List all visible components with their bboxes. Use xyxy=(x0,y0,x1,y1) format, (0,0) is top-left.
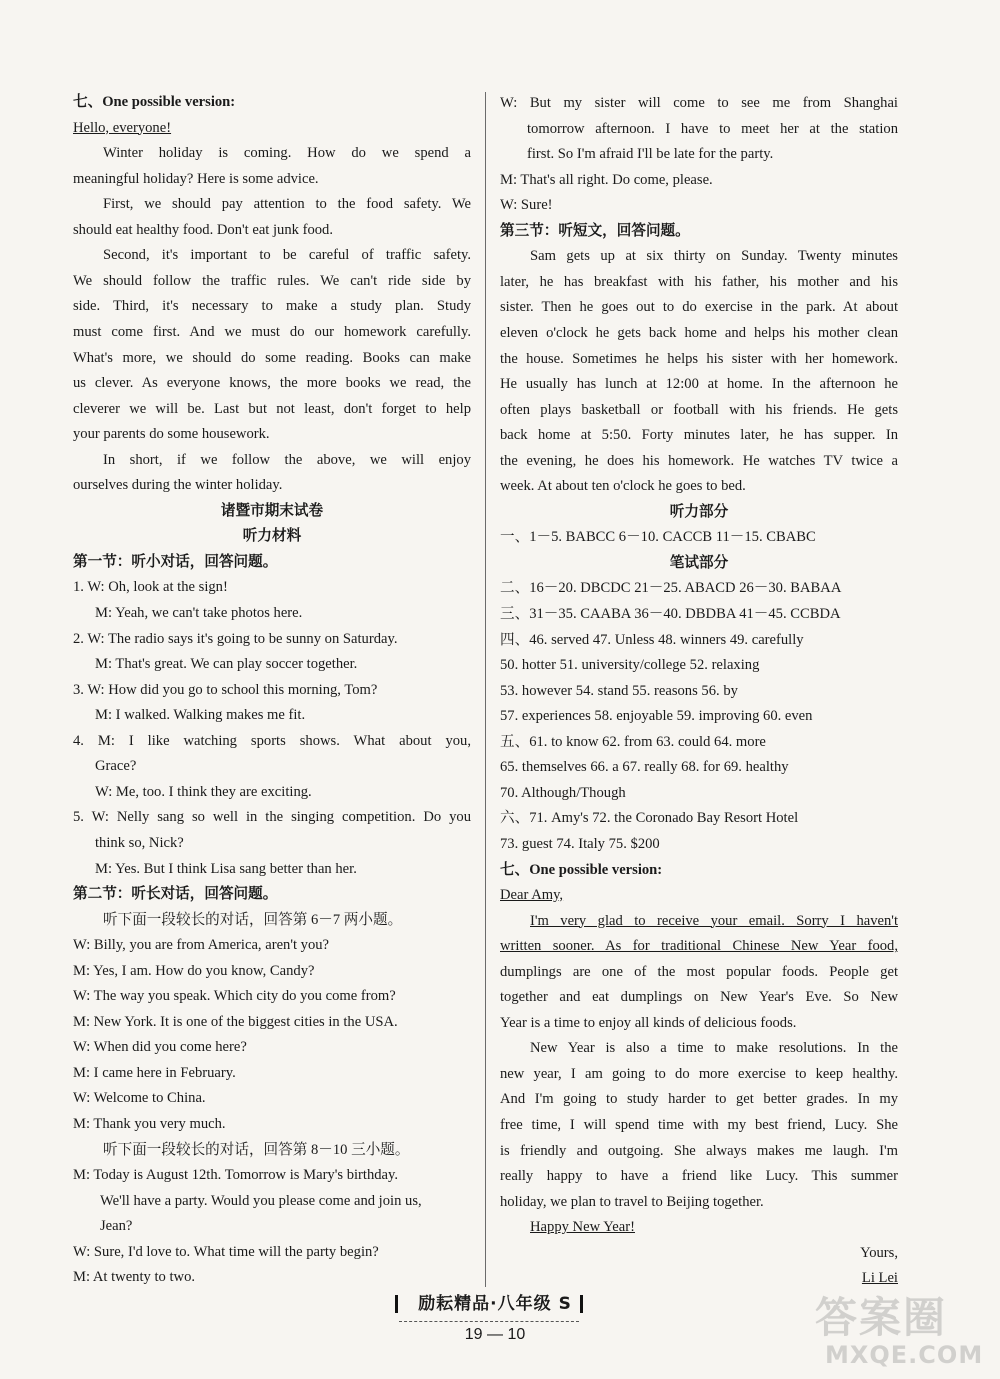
left-text-line: cleverer we will be. Last but not least, don't forget to help xyxy=(73,400,471,417)
right-text-line: 听力部分 xyxy=(669,503,729,520)
left-text-line: M: Today is August 12th. Tomorrow is Mary's birthday. xyxy=(73,1167,399,1184)
left-text-line: 3. W: How did you go to school this morning, Tom? xyxy=(73,681,378,698)
right-text-line: 73. guest 74. Italy 75. $200 xyxy=(500,835,660,852)
watermark xyxy=(815,1285,995,1375)
right-text-line: 65. themselves 66. a 67. really 68. for 69. healthy xyxy=(500,759,789,776)
left-text-line: M: I walked. Walking makes me fit. xyxy=(95,707,306,724)
right-text-line: 三、31－35. CAABA 36－40. DBDBA 41－45. CCBDA xyxy=(500,606,841,622)
left-text-line: W: The way you speak. Which city do you come from? xyxy=(73,988,396,1005)
right-text-line: New Year is also a time to make resolutions. In the xyxy=(530,1040,898,1057)
right-text-line: 笔试部分 xyxy=(669,554,729,571)
right-text-line: Sam gets up at six thirty on Sunday. Twenty minutes xyxy=(530,248,898,265)
right-text-line: often plays basketball or football with his friends. He gets xyxy=(500,401,898,418)
right-text-line: later, he has breakfast with his father, his mother and his xyxy=(500,273,898,290)
right-text-line: the house. Sometimes he helps his sister with her homework. xyxy=(500,350,898,367)
left-text-line: M: I came here in February. xyxy=(73,1064,236,1081)
left-text-line: We should follow the traffic rules. We can't ride side by xyxy=(73,272,471,289)
right-text-line: week. At about ten o'clock he goes to bed. xyxy=(500,478,746,495)
page-footer xyxy=(395,1293,595,1351)
left-text-line: 七、One possible version: xyxy=(73,94,236,110)
right-text-line: W: Sure! xyxy=(500,197,553,214)
left-text-line: W: Me, too. I think they are exciting. xyxy=(95,783,312,800)
left-text-line: Hello, everyone! xyxy=(73,119,172,136)
right-text-line: the evening, he does his homework. He watches TV twice a xyxy=(500,452,898,469)
right-text-line: together and eat dumplings on New Year's Eve. So New xyxy=(500,989,898,1006)
left-text-line: Grace? xyxy=(95,758,137,775)
left-text-line: W: When did you come here? xyxy=(73,1039,247,1056)
right-text-line: He usually has lunch at 12:00 at home. In the afternoon he xyxy=(500,376,898,393)
right-text-line: W: But my sister will come to see me from Shanghai xyxy=(500,95,898,111)
left-text-line: We'll have a party. Would you please come and join us, xyxy=(100,1192,422,1209)
right-text-line: free time, I will spend time with my best friend, Lucy. She xyxy=(500,1117,898,1133)
left-text-line: 听下面一段较长的对话，回答第 6－7 两小题。 xyxy=(103,911,403,928)
left-text-line: 第二节：听长对话，回答问题。 xyxy=(73,886,278,903)
right-text-line: 70. Although/Though xyxy=(500,784,626,801)
right-text-line: new year, I am going to do more exercise to keep healthy. xyxy=(500,1065,898,1082)
right-text-line: And I'm going to study harder to get better grades. In my xyxy=(500,1091,898,1108)
right-text-line: really happy to have a friend like Lucy. This summer xyxy=(500,1168,898,1185)
left-text-line: 1. W: Oh, look at the sign! xyxy=(73,579,228,596)
right-text-line: 四、46. served 47. Unless 48. winners 49. carefully xyxy=(500,631,804,648)
right-text-line: 53. however 54. stand 55. reasons 56. by xyxy=(500,682,738,699)
left-text-line: should eat healthy food. Don't eat junk food. xyxy=(73,221,333,238)
left-text-line: M: Yes. But I think Lisa sang better than her. xyxy=(95,860,357,877)
right-text-line: tomorrow afternoon. I have to meet her at the station xyxy=(527,120,898,137)
right-text-line: 二、16－20. DBCDC 21－25. ABACD 26－30. BABAA xyxy=(500,580,842,597)
right-text-line: 七、One possible version: xyxy=(500,861,663,878)
left-text-line: M: Thank you very much. xyxy=(73,1116,226,1132)
right-text-line: 50. hotter 51. university/college 52. relaxing xyxy=(500,657,760,674)
right-text-line: dumplings are one of the most popular foods. People get xyxy=(500,963,898,980)
watermark-site: MXQE.COM xyxy=(825,1341,984,1369)
right-text-line: eleven o'clock he gets back home and helps his mother clean xyxy=(500,324,898,341)
right-text-line: 五、61. to know 62. from 63. could 64. more xyxy=(500,733,766,750)
left-text-line: M: Yeah, we can't take photos here. xyxy=(95,605,303,621)
left-text-line: must come first. And we must do our homework carefully. xyxy=(73,323,471,340)
left-text-line: ourselves during the winter holiday. xyxy=(73,477,283,494)
right-text-line: first. So I'm afraid I'll be late for the party. xyxy=(527,146,774,163)
right-text-line: I'm very glad to receive your email. Sorry I haven't xyxy=(530,912,898,929)
left-text-line: M: At twenty to two. xyxy=(73,1269,196,1286)
right-text-line: is friendly and outgoing. She always makes me laugh. I'm xyxy=(500,1142,898,1159)
right-text-line: M: That's all right. Do come, please. xyxy=(500,171,713,188)
left-text-line: 诸暨市期末试卷 xyxy=(220,502,324,519)
right-text-line: 一、1－5. BABCC 6－10. CACCB 11－15. CBABC xyxy=(500,529,816,546)
right-text-line: Dear Amy, xyxy=(500,887,564,904)
left-text-line: think so, Nick? xyxy=(95,834,184,851)
left-text-line: Second, it's important to be careful of traffic safety. xyxy=(103,247,471,264)
page-number: 19 — 10 xyxy=(464,1326,526,1343)
left-text-line: your parents do some housework. xyxy=(73,426,270,443)
left-text-line: 4. M: I like watching sports shows. What about you, xyxy=(73,732,471,749)
right-text-line: 57. experiences 58. enjoyable 59. improving 60. even xyxy=(500,708,813,725)
left-text-line: M: Yes, I am. How do you know, Candy? xyxy=(73,962,315,979)
right-text-line: holiday, we plan to travel to Beijing together. xyxy=(500,1193,764,1210)
left-text-line: First, we should pay attention to the food safety. We xyxy=(103,196,471,213)
left-text-line: W: Sure, I'd love to. What time will the party begin? xyxy=(73,1243,379,1260)
brand-bar-right xyxy=(580,1295,583,1313)
right-text-line: sister. Then he goes out to do exercise in the park. At about xyxy=(500,299,898,316)
left-text-line: side. Third, it's necessary to make a study plan. Study xyxy=(73,298,471,315)
left-text-line: What's more, we should do some reading. Books can make xyxy=(73,349,471,366)
left-text-line: 听下面一段较长的对话，回答第 8－10 三小题。 xyxy=(103,1141,410,1158)
left-text-line: Winter holiday is coming. How do we spend a xyxy=(103,145,471,162)
left-text-line: Jean? xyxy=(100,1218,133,1235)
brand-title: 励耘精品·八年级 S xyxy=(418,1294,572,1314)
right-text-line: 六、71. Amy's 72. the Coronado Bay Resort Hotel xyxy=(500,810,799,827)
right-text-line: Happy New Year! xyxy=(530,1219,635,1236)
left-text-line: M: New York. It is one of the biggest cities in the USA. xyxy=(73,1013,398,1030)
left-text-line: 第一节：听小对话，回答问题。 xyxy=(73,553,278,570)
left-text-line: meaningful holiday? Here is some advice. xyxy=(73,170,319,187)
right-text-line: Year is a time to enjoy all kinds of delicious foods. xyxy=(500,1014,797,1031)
left-text-line: In short, if we follow the above, we will enjoy xyxy=(103,451,471,468)
left-text-line: M: That's great. We can play soccer together. xyxy=(95,656,358,673)
right-text-line: Yours, xyxy=(860,1244,898,1261)
right-text-line: written sooner. As for traditional Chinese New Year food, xyxy=(500,938,898,955)
left-text-line: W: Billy, you are from America, aren't you? xyxy=(73,937,330,954)
right-text-line: back home at 5:50. Forty minutes later, he has supper. In xyxy=(500,427,898,444)
right-text-line: Li Lei xyxy=(861,1270,898,1287)
left-text-line: us clever. As everyone knows, the more books we read, the xyxy=(73,375,471,392)
watermark-logo-text: 答案圈 xyxy=(815,1293,948,1342)
left-text-line: W: Welcome to China. xyxy=(73,1090,206,1107)
left-text-line: 听力材料 xyxy=(242,528,302,545)
column-divider xyxy=(485,92,486,1287)
left-text-line: 5. W: Nelly sang so well in the singing competition. Do you xyxy=(73,809,471,826)
footer-rule xyxy=(399,1321,579,1322)
left-text-line: 2. W: The radio says it's going to be sunny on Saturday. xyxy=(73,630,398,647)
right-text-line: 第三节：听短文，回答问题。 xyxy=(500,222,690,239)
